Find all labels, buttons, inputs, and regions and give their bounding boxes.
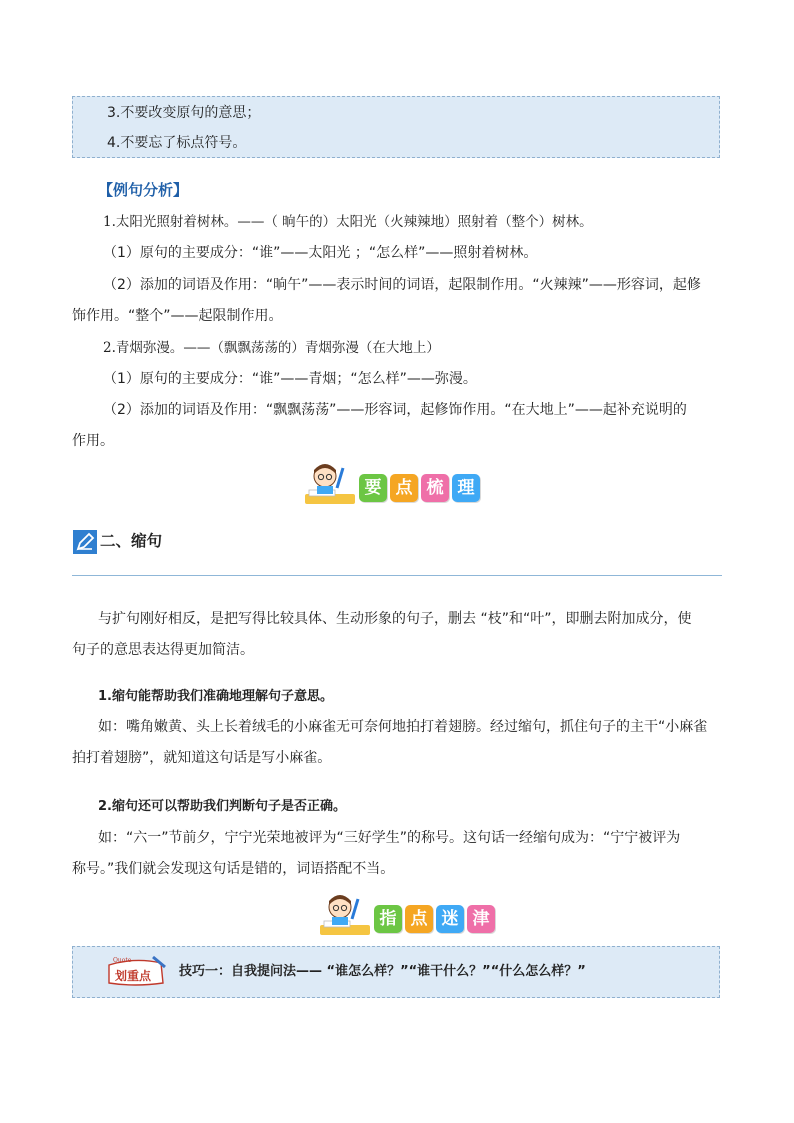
example-2-point-1: （1）原句的主要成分：“谁”——青烟；“怎么样”——弥漫。 (103, 371, 477, 387)
example-2: 2.青烟弥漫。——（飘飘荡荡的）青烟弥漫（在大地上） (103, 340, 440, 356)
stamp-small-label: Quote (113, 957, 132, 964)
stamp-label: 划重点 (115, 969, 152, 983)
tips-box (72, 96, 720, 158)
badge1-tile-3: 梳 (421, 474, 449, 502)
guidance-badge-tiles (374, 905, 498, 933)
section-divider (72, 575, 722, 576)
point-1-example-a: 如：嘴角嫩黄、头上长着绒毛的小麻雀无可奈何地拍打着翅膀。经过缩句，抓住句子的主干“小麻雀 (98, 719, 708, 735)
highlight-stamp (105, 955, 167, 989)
example-analysis-heading: 【例句分析】 (98, 181, 189, 199)
point-1-example-b: 拍打着翅膀”，就知道这句话是写小麻雀。 (72, 750, 332, 766)
badge1-tile-4: 理 (452, 474, 480, 502)
badge2-tile-1: 指 (374, 905, 402, 933)
technique-box (72, 946, 720, 998)
badge1-tile-2: 点 (390, 474, 418, 502)
student-mascot-icon (318, 893, 372, 939)
tips-item-3: 3.不要改变原句的意思； (107, 105, 261, 121)
tips-item-4: 4.不要忘了标点符号。 (107, 135, 247, 151)
student-mascot-icon (303, 462, 357, 508)
example-1: 1.太阳光照射着树林。——（ 晌午的）太阳光（火辣辣地）照射着（整个）树林。 (103, 214, 593, 230)
key-points-badge (303, 462, 493, 508)
badge2-tile-2: 点 (405, 905, 433, 933)
badge1-tile-1: 要 (359, 474, 387, 502)
point-2-example-b: 称号。”我们就会发现这句话是错的，词语搭配不当。 (72, 861, 395, 877)
example-1-point-2a: （2）添加的词语及作用：“晌午”——表示时间的词语，起限制作用。“火辣辣”——形容词，起修 (103, 277, 701, 293)
section-2-intro-a: 与扩句刚好相反，是把写得比较具体、生动形象的句子，删去 “枝”和“叶”，即删去附加成分，使 (98, 611, 692, 627)
example-2-point-2a: （2）添加的词语及作用：“飘飘荡荡”——形容词，起修饰作用。“在大地上”——起补充说明的 (103, 402, 687, 418)
badge2-tile-3: 迷 (436, 905, 464, 933)
pen-icon (73, 530, 97, 554)
guidance-badge (318, 893, 508, 939)
badge2-tile-4: 津 (467, 905, 495, 933)
section-2-intro-b: 句子的意思表达得更加简洁。 (72, 642, 254, 658)
example-1-point-2b: 饰作用。“整个”——起限制作用。 (72, 308, 283, 324)
example-1-point-1: （1）原句的主要成分：“谁”——太阳光 ；“怎么样”——照射着树林。 (103, 245, 538, 261)
point-2-example-a: 如：“六一”节前夕，宁宁光荣地被评为“三好学生”的称号。这句话一经缩句成为：“宁宁被评为 (98, 830, 681, 846)
point-2-title: 2.缩句还可以帮助我们判断句子是否正确。 (98, 799, 346, 814)
section-2-title: 二、缩句 (100, 532, 163, 550)
example-2-point-2b: 作用。 (72, 433, 114, 449)
technique-text: 技巧一：自我提问法—— “谁怎么样？”“谁干什么？”“什么怎么样？” (179, 964, 586, 979)
key-points-badge-tiles (359, 474, 483, 502)
point-1-title: 1.缩句能帮助我们准确地理解句子意思。 (98, 689, 333, 704)
